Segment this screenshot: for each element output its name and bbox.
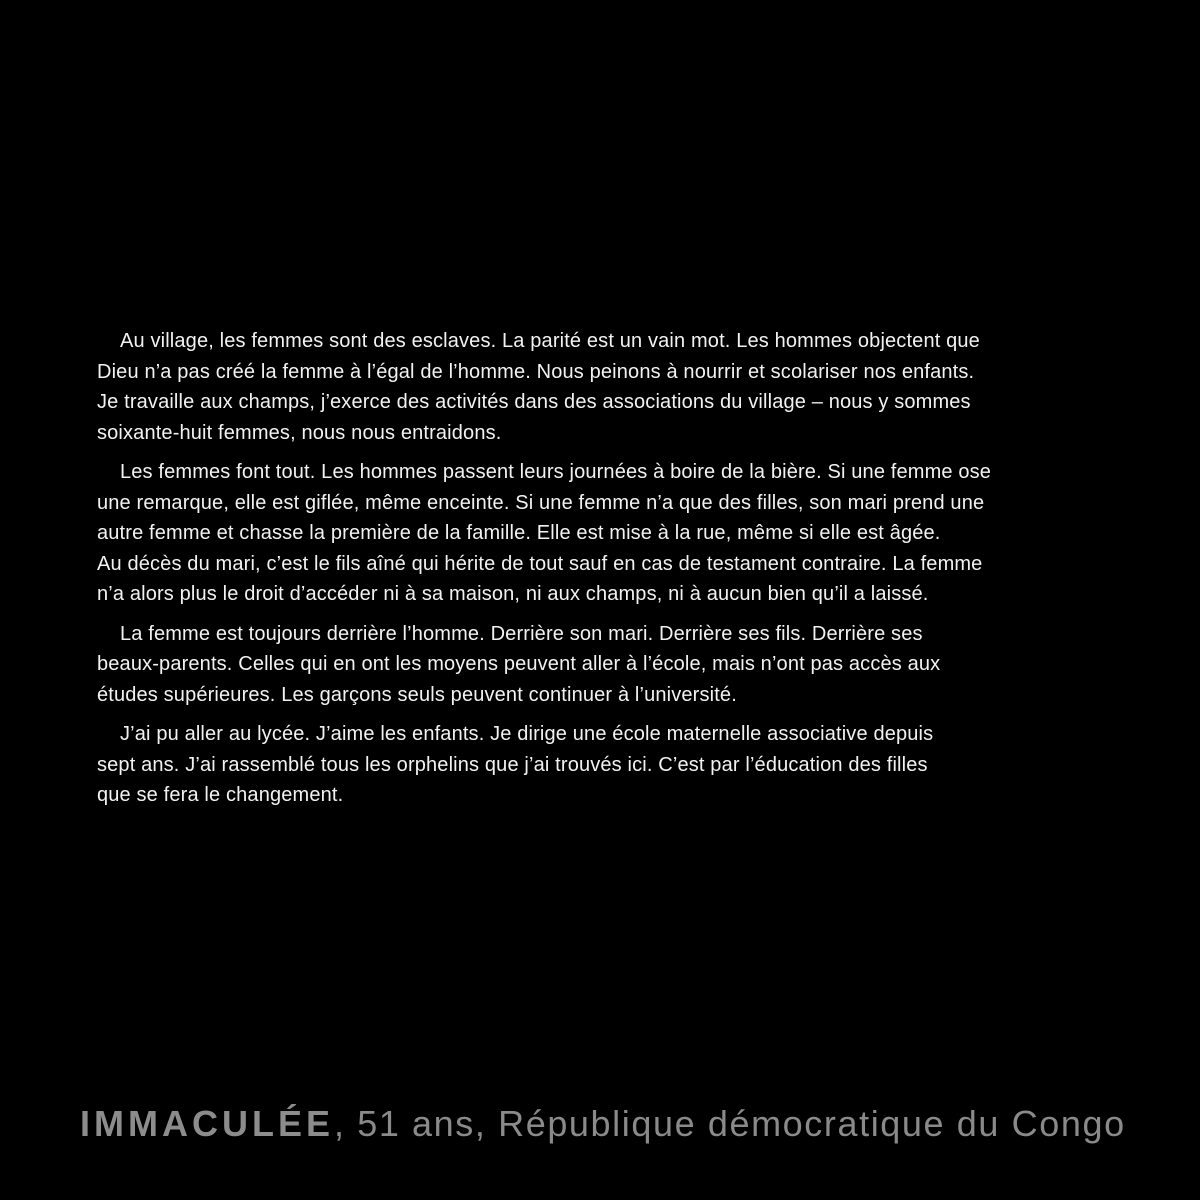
paragraph-line: Au décès du mari, c’est le fils aîné qui hérite de tout sauf en cas de testament contraire. La femme	[97, 552, 983, 575]
caption-name: IMMACULÉE	[80, 1103, 334, 1144]
paragraph-line: J’ai pu aller au lycée. J’aime les enfants. Je dirige une école maternelle associative depuis	[120, 723, 934, 745]
paragraph-line: une remarque, elle est giflée, même enceinte. Si une femme n’a que des filles, son mari prend une	[97, 491, 985, 514]
paragraph-line: que se fera le changement.	[97, 784, 344, 806]
paragraph-line: La femme est toujours derrière l’homme. Derrière son mari. Derrière ses fils. Derrière ses	[120, 622, 923, 645]
paragraph-line: Au village, les femmes sont des esclaves. La parité est un vain mot. Les hommes objectent que	[120, 330, 980, 352]
testimony-paragraph-3	[97, 619, 1107, 711]
paragraph-line: Je travaille aux champs, j’exerce des activités dans des associations du village – nous y sommes	[97, 391, 971, 413]
paragraph-line: études supérieures. Les garçons seuls peuvent continuer à l’université.	[97, 683, 737, 706]
caption-details: , 51 ans, République démocratique du Congo	[334, 1103, 1126, 1144]
testimony-paragraph-4	[97, 719, 1107, 811]
paragraph-line: Les femmes font tout. Les hommes passent leurs journées à boire de la bière. Si une femme ose	[120, 461, 992, 483]
paragraph-line: autre femme et chasse la première de la famille. Elle est mise à la rue, même si elle est âgée.	[97, 522, 941, 544]
testimony-paragraph-2	[97, 457, 1107, 610]
testimony-text	[97, 326, 1107, 820]
testimony-caption	[80, 1100, 1160, 1148]
paragraph-line: soixante-huit femmes, nous nous entraidons.	[97, 421, 502, 444]
testimony-paragraph-1	[97, 326, 1107, 448]
paragraph-line: Dieu n’a pas créé la femme à l’égal de l’homme. Nous peinons à nourrir et scolariser nos enfants.	[97, 360, 975, 383]
paragraph-line: sept ans. J’ai rassemblé tous les orphelins que j’ai trouvés ici. C’est par l’éducation des filles	[97, 753, 928, 776]
paragraph-line: beaux-parents. Celles qui en ont les moyens peuvent aller à l’école, mais n’ont pas accès aux	[97, 653, 941, 675]
paragraph-line: n’a alors plus le droit d’accéder ni à sa maison, ni aux champs, ni à aucun bien qu’il a laissé.	[97, 583, 929, 605]
